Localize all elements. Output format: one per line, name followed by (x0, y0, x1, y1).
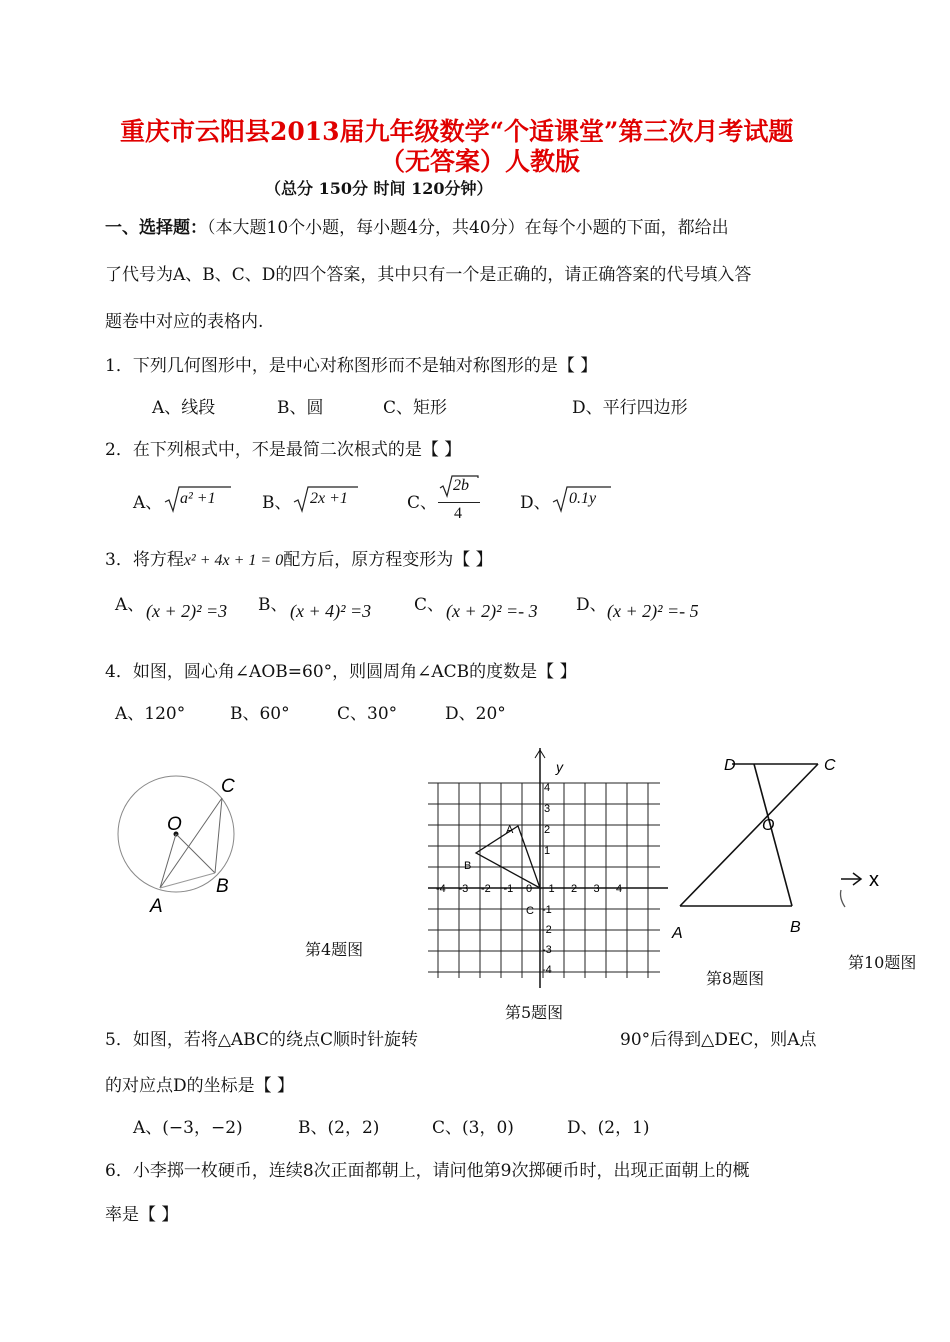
section-intro-line1 (105, 213, 729, 238)
figure-4-caption: 第4题图 (305, 940, 364, 959)
question-6-stem-line1: 6．小李掷一枚硬币，连续8次正面都朝上，请问他第9次掷硬币时，出现正面朝上的概 (105, 1161, 750, 1181)
question-5-option-c: C、(3，0) (432, 1118, 514, 1138)
x-tick-labels (436, 883, 622, 895)
figure-5-coordinate-grid (428, 748, 668, 988)
figure-10-caption: 第10题图 (848, 953, 917, 972)
question-4-option-a: A、120° (115, 704, 186, 724)
x-tick-label: -3 (458, 883, 469, 895)
y-tick-label: -2 (542, 924, 552, 936)
figure-10-axis-fragment (835, 862, 895, 912)
question-3-option-b-expr: (x + 4)² =3 (290, 601, 372, 621)
question-4-option-c: C、30° (337, 704, 398, 724)
figure-4-circle-diagram (110, 770, 250, 920)
section-heading: 一、选择题： (105, 218, 207, 238)
x-tick-label: -1 (503, 883, 514, 895)
y-tick-label: 3 (544, 803, 551, 815)
question-2-option-b-expr: 2x +1 (310, 490, 348, 507)
x-tick-label: -4 (436, 883, 446, 895)
question-3-option-d-label: D、 (576, 595, 607, 615)
y-tick-label: 2 (544, 824, 551, 836)
question-2-option-a-expr: a² +1 (180, 490, 216, 507)
question-5-option-d: D、(2，1) (567, 1118, 650, 1138)
x-tick-label: -2 (481, 883, 491, 895)
question-2-option-c-numerator: 2b (453, 477, 469, 494)
label-c: C (526, 905, 534, 917)
question-3-option-d-expr: (x + 2)² =- 5 (607, 601, 699, 621)
question-4-stem: 4．如图，圆心角∠AOB=60°，则圆周角∠ACB的度数是【 】 (105, 662, 577, 682)
x-tick-label: 2 (571, 883, 578, 895)
figure-5-caption: 第5题图 (505, 1003, 564, 1022)
label-b: B (216, 876, 229, 897)
x-tick-label: 4 (616, 883, 623, 895)
label-c: C (824, 757, 836, 774)
question-3-equation: x² + 4x + 1 = 0 (183, 552, 284, 569)
question-5-stem-line1b: 90°后得到△DEC，则A点 (620, 1030, 817, 1050)
document-title-line1: 重庆市云阳县2013届九年级数学“个适课堂”第三次月考试题 (120, 117, 794, 146)
label-b: B (464, 860, 472, 872)
x-tick-label: 1 (548, 883, 555, 895)
curve-fragment (841, 890, 846, 907)
y-tick-label: 1 (544, 845, 551, 857)
question-3-option-c-label: C、 (414, 595, 445, 615)
question-2-option-a-label: A、 (133, 493, 163, 513)
question-3-option-b-label: B、 (258, 595, 288, 615)
label-o: O (762, 817, 775, 834)
radius-ob (176, 834, 215, 873)
question-1-option-d: D、平行四边形 (572, 398, 688, 418)
question-5-stem-line1a: 5．如图，若将△ABC的绕点C顺时针旋转 (105, 1030, 418, 1050)
x-tick-label: 0 (526, 883, 533, 895)
question-3-stem-post: 配方后，原方程变形为【 】 (283, 550, 493, 570)
question-2-option-b-label: B、 (262, 493, 292, 513)
question-6-stem-line2: 率是【 】 (105, 1205, 179, 1225)
question-3-option-c-expr: (x + 2)² =- 3 (446, 601, 538, 621)
question-2-option-d-expr: 0.1y (569, 490, 597, 507)
y-tick-label: -1 (542, 904, 552, 916)
exam-info: （总分 150分 时间 120分钟） (265, 179, 493, 198)
question-5-option-b: B、(2，2) (298, 1118, 380, 1138)
y-tick-label: 4 (544, 782, 551, 794)
question-1-option-b: B、圆 (277, 398, 324, 418)
question-5-stem-line2: 的对应点D的坐标是【 】 (105, 1076, 295, 1096)
question-2-stem: 2．在下列根式中，不是最简二次根式的是【 】 (105, 440, 462, 460)
question-1-stem: 1．下列几何图形中，是中心对称图形而不是轴对称图形的是【 】 (105, 356, 598, 376)
x-tick-label: 3 (593, 883, 600, 895)
label-a: A (672, 925, 683, 942)
figure-8-caption: 第8题图 (706, 969, 765, 988)
question-3-option-a-expr: (x + 2)² =3 (146, 601, 228, 621)
chord-bc (215, 798, 222, 873)
label-a: A (506, 824, 514, 836)
question-2-option-c-denominator: 4 (454, 505, 462, 522)
question-1-option-c: C、矩形 (383, 398, 448, 418)
document-title-line2: （无答案）人教版 (380, 147, 581, 176)
y-tick-label: -4 (542, 964, 552, 976)
question-3-stem (105, 545, 493, 570)
question-3-stem-pre: 3．将方程 (105, 550, 184, 570)
figure-8-hourglass-diagram (668, 748, 848, 948)
question-2-option-d-label: D、 (520, 493, 551, 513)
radius-oa (160, 834, 176, 888)
question-1-option-a: A、线段 (152, 398, 216, 418)
segment-ac (680, 764, 818, 906)
axis-label-y: y (556, 759, 563, 775)
label-o: O (167, 814, 182, 835)
y-tick-label: -3 (542, 944, 552, 956)
section-intro-line2: 了代号为A、B、C、D的四个答案，其中只有一个是正确的，请正确答案的代号填入答 (105, 265, 752, 285)
label-c: C (221, 776, 235, 797)
segment-db (754, 764, 792, 906)
question-4-option-d: D、20° (445, 704, 506, 724)
question-5-option-a: A、(−3，−2) (133, 1118, 243, 1138)
fraction-bar (438, 502, 480, 503)
question-2-option-c-label: C、 (407, 493, 438, 513)
label-b: B (790, 919, 801, 936)
section-intro-text: （本大题10个小题，每小题4分，共40分）在每个小题的下面，都给出 (207, 218, 729, 238)
section-intro-line3: 题卷中对应的表格内. (105, 312, 264, 332)
label-d: D (724, 757, 736, 774)
label-a: A (150, 896, 163, 917)
chord-ac (160, 798, 222, 888)
axis-label-x: x (869, 869, 879, 891)
question-3-option-a-label: A、 (115, 595, 145, 615)
question-4-option-b: B、60° (230, 704, 290, 724)
